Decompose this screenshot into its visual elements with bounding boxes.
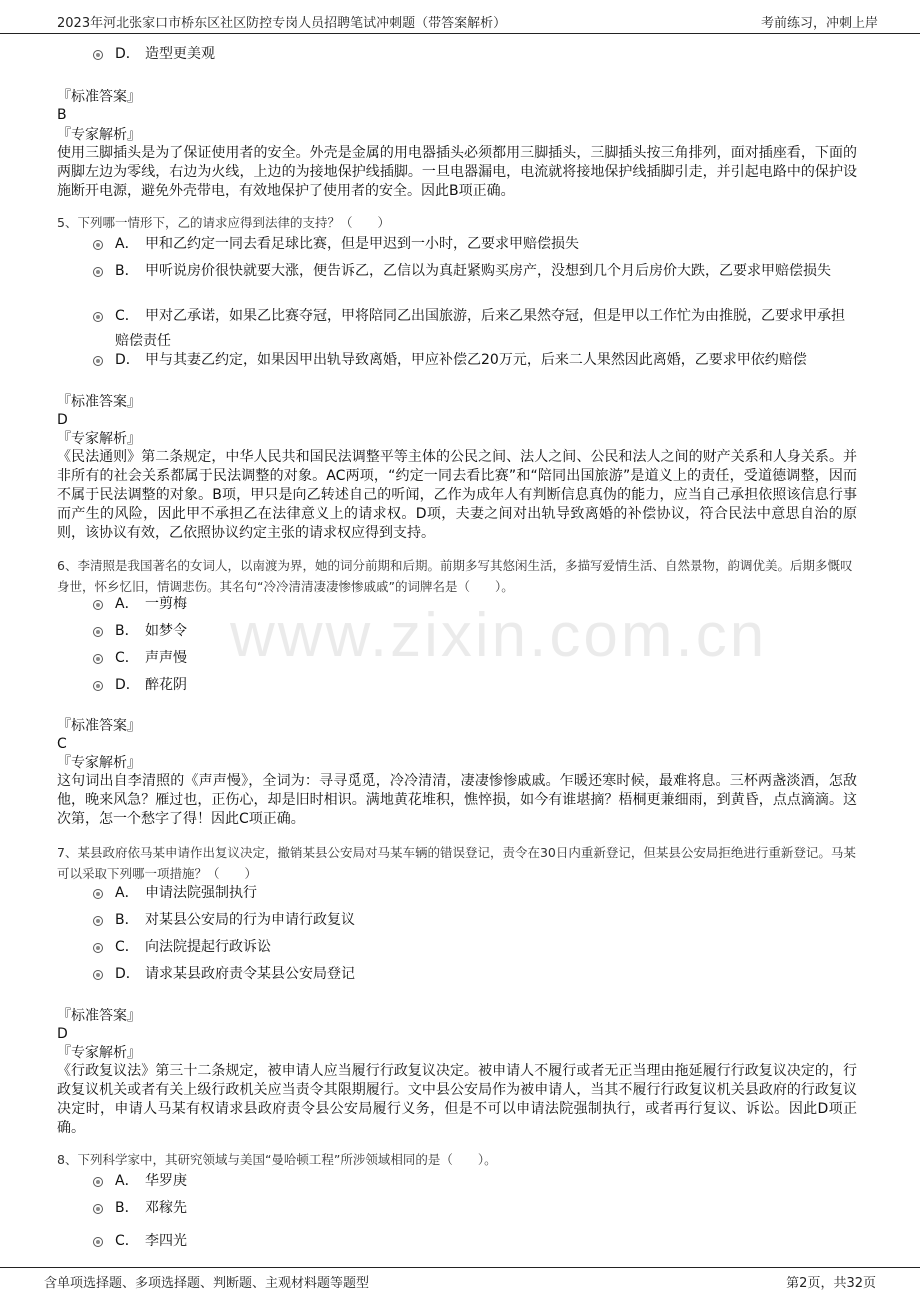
- option-d[interactable]: [93, 962, 857, 987]
- radio-icon[interactable]: [93, 1177, 103, 1187]
- option-letter: B．: [115, 623, 139, 639]
- radio-icon[interactable]: [93, 50, 103, 60]
- analysis-label: 『专家解析』: [57, 431, 141, 447]
- question-text: 7、某县政府依马某申请作出复议决定，撤销某县公安局对马某车辆的错误登记，责令在30日内重新登记，但某县公安局拒绝进行重新登记。马某可以采取下列哪一项措施？（ ）: [57, 845, 856, 881]
- radio-icon[interactable]: [93, 654, 103, 664]
- option-text: 华罗庚: [145, 1173, 187, 1189]
- answer-label: 『标准答案』: [57, 718, 141, 734]
- answer-value: C: [57, 736, 67, 752]
- option-text: 如梦令: [145, 623, 187, 639]
- radio-icon[interactable]: [93, 600, 103, 610]
- option-letter: C．: [115, 1233, 139, 1249]
- option-text: 甲与其妻乙约定，如果因甲出轨导致离婚，甲应补偿乙20万元，后来二人果然因此离婚，乙要求甲依约赔偿: [145, 352, 807, 368]
- analysis-text: 《行政复议法》第三十二条规定，被申请人应当履行行政复议决定。被申请人不履行或者无正当理由拖延履行行政复议决定的，行政复议机关或者有关上级行政机关应当责令其限期履行。文中县公安局作为被申请人，当其不履行行政复议机关县政府的行政复议决定时，申请人马某有权请求县政府责令县公安局履行义务，但是不可以申请法院强制执行，或者再行复议、诉讼。因此D项正确。: [57, 1063, 857, 1136]
- option-a[interactable]: [93, 592, 857, 617]
- option-text: 造型更美观: [145, 46, 215, 62]
- option-text: 请求某县政府责令某县公安局登记: [145, 966, 355, 982]
- radio-icon[interactable]: [93, 1237, 103, 1247]
- option-letter: D．: [115, 677, 140, 693]
- option-b[interactable]: [93, 908, 857, 933]
- option-letter: C．: [115, 650, 139, 666]
- option-d[interactable]: [93, 673, 857, 698]
- answer-label: 『标准答案』: [57, 89, 141, 105]
- option-a[interactable]: [93, 881, 857, 906]
- option-letter: D．: [115, 966, 140, 982]
- question-text: 5、下列哪一情形下，乙的请求应得到法律的支持？（ ）: [57, 215, 390, 230]
- answer-label: 『标准答案』: [57, 1008, 141, 1024]
- option-letter: B．: [115, 912, 139, 928]
- option-text: 对某县公安局的行为申请行政复议: [145, 912, 355, 928]
- option-letter: A．: [115, 596, 139, 612]
- radio-icon[interactable]: [93, 356, 103, 366]
- question-types-note: 含单项选择题、多项选择题、判断题、主观材料题等题型: [44, 1276, 370, 1291]
- question-text: 8、下列科学家中，其研究领域与美国“曼哈顿工程”所涉领域相同的是（ ）。: [57, 1152, 497, 1167]
- answer-value: D: [57, 1026, 68, 1042]
- option-text: 邓稼先: [145, 1200, 187, 1216]
- question-text: 6、李清照是我国著名的女词人，以南渡为界，她的词分前期和后期。前期多写其悠闲生活，多描写爱情生活、自然景物，韵调优美。后期多慨叹身世，怀乡忆旧，情调悲伤。其名句“冷冷清清凄凄惨惨戚戚”的词牌名是（ ）。: [57, 558, 853, 594]
- option-c[interactable]: [93, 935, 857, 960]
- option-letter: D．: [115, 46, 140, 62]
- option-text: 向法院提起行政诉讼: [145, 939, 271, 955]
- option-letter: A．: [115, 1173, 139, 1189]
- option-c[interactable]: [93, 1229, 857, 1254]
- option-text: 甲和乙约定一同去看足球比赛，但是甲迟到一小时，乙要求甲赔偿损失: [145, 236, 579, 252]
- radio-icon[interactable]: [93, 681, 103, 691]
- option-letter: A．: [115, 885, 139, 901]
- option-text: 申请法院强制执行: [145, 885, 257, 901]
- answer-value: D: [57, 412, 68, 428]
- radio-icon[interactable]: [93, 916, 103, 926]
- option-letter: C．: [115, 939, 139, 955]
- answer-label: 『标准答案』: [57, 394, 141, 410]
- option-c[interactable]: [93, 304, 857, 354]
- option-letter: B．: [115, 263, 139, 279]
- page-footer: [0, 1267, 920, 1302]
- watermark: www.zixin.com.cn: [230, 601, 768, 670]
- option-b[interactable]: [93, 1196, 857, 1221]
- radio-icon[interactable]: [93, 970, 103, 980]
- page-header: [0, 0, 920, 34]
- radio-icon[interactable]: [93, 1204, 103, 1214]
- option-letter: C．: [115, 308, 139, 324]
- option-d[interactable]: [93, 348, 857, 373]
- option-letter: D．: [115, 352, 140, 368]
- radio-icon[interactable]: [93, 943, 103, 953]
- analysis-label: 『专家解析』: [57, 1045, 141, 1061]
- option-text: 李四光: [145, 1233, 187, 1249]
- analysis-label: 『专家解析』: [57, 127, 141, 143]
- analysis-label: 『专家解析』: [57, 755, 141, 771]
- option-text: 声声慢: [145, 650, 187, 666]
- option-a[interactable]: [93, 232, 857, 257]
- option-b[interactable]: [93, 259, 857, 284]
- radio-icon[interactable]: [93, 240, 103, 250]
- option-text: 甲对乙承诺，如果乙比赛夺冠，甲将陪同乙出国旅游，后来乙果然夺冠，但是甲以工作忙为由推脱，乙要求甲承担赔偿责任: [115, 308, 845, 349]
- option-text: 一剪梅: [145, 596, 187, 612]
- radio-icon[interactable]: [93, 889, 103, 899]
- analysis-text: 《民法通则》第二条规定，中华人民共和国民法调整平等主体的公民之间、法人之间、公民和法人之间的财产关系和人身关系。并非所有的社会关系都属于民法调整的对象。AC两项，“约定一同去看比赛”和“陪同出国旅游”是道义上的责任，受道德调整，因而不属于民法调整的对象。B项，甲只是向乙转述自己的听闻，乙作为成年人有判断信息真伪的能力，应当自己承担依照该信息行事而产生的风险，因此甲不承担乙在法律意义上的请求权。D项，夫妻之间对出轨导致离婚的补偿协议，符合民法中意思自治的原则，该协议有效，乙依照协议约定主张的请求权应得到支持。: [57, 449, 857, 541]
- option-text: 甲听说房价很快就要大涨，便告诉乙，乙信以为真赶紧购买房产，没想到几个月后房价大跌，乙要求甲赔偿损失: [145, 263, 831, 279]
- radio-icon[interactable]: [93, 627, 103, 637]
- option-letter: B．: [115, 1200, 139, 1216]
- analysis-text: 使用三脚插头是为了保证使用者的安全。外壳是金属的用电器插头必须都用三脚插头，三脚插头按三角排列，面对插座看，下面的两脚左边为零线，右边为火线，上边的为接地保护线插脚。一旦电器漏电，电流就将接地保护线插脚引走，并引起电路中的保护设施断开电源，避免外壳带电，有效地保护了使用者的安全。因此B项正确。: [57, 145, 857, 199]
- option-text: 醉花阴: [145, 677, 187, 693]
- option-letter: A．: [115, 236, 139, 252]
- radio-icon[interactable]: [93, 267, 103, 277]
- option-c[interactable]: [93, 646, 857, 671]
- radio-icon[interactable]: [93, 312, 103, 322]
- option-b[interactable]: [93, 619, 857, 644]
- option-a[interactable]: [93, 1169, 857, 1194]
- analysis-text: 这句词出自李清照的《声声慢》，全词为：寻寻觅觅，冷冷清清，凄凄惨惨戚戚。乍暖还寒时候，最难将息。三杯两盏淡酒，怎敌他，晚来风急？雁过也，正伤心，却是旧时相识。满地黄花堆积，憔悴损，如今有谁堪摘？梧桐更兼细雨，到黄昏，点点滴滴。这次第，怎一个愁字了得！因此C项正确。: [57, 773, 857, 827]
- answer-value: B: [57, 107, 67, 123]
- header-slogan: 考前练习，冲刺上岸: [760, 16, 878, 31]
- prev-option-d[interactable]: [93, 42, 857, 67]
- document-title: 2023年河北张家口市桥东区社区防控专岗人员招聘笔试冲刺题（带答案解析）: [57, 16, 507, 31]
- page-number: 第2页，共32页: [786, 1276, 876, 1291]
